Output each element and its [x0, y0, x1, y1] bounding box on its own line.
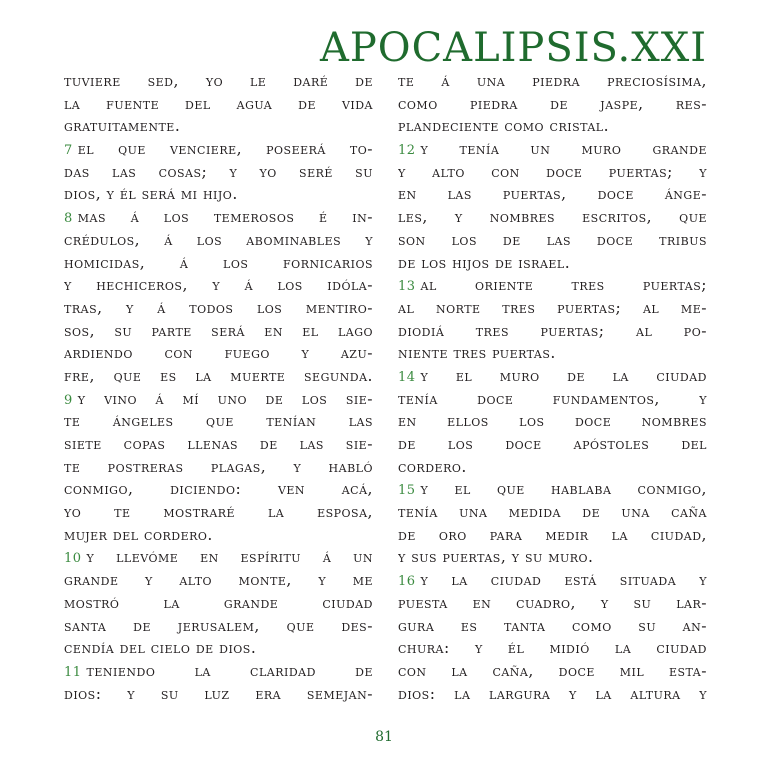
- verse-text: gratuitamente.: [64, 117, 181, 136]
- text-line: [398, 183, 707, 206]
- text-line: [64, 660, 373, 683]
- text-line: [398, 252, 707, 275]
- verse-number: 15: [398, 483, 416, 499]
- running-title: APOCALIPSIS.XXI: [319, 25, 707, 71]
- text-line: [398, 229, 707, 252]
- verse-text: y hechiceros, y á los idóla-: [64, 276, 373, 295]
- verse-text: santa de jerusalem, que des-: [64, 616, 373, 635]
- text-line: [398, 161, 707, 184]
- verse-text: y la ciudad está situada y: [420, 571, 707, 590]
- verse-text: tenía doce fundamentos, y: [398, 389, 707, 408]
- verse-number: 13: [398, 279, 416, 295]
- text-line: [398, 478, 707, 501]
- verse-number: 8: [64, 211, 73, 227]
- verse-text: al norte tres puertas; al me-: [398, 298, 707, 317]
- text-line: [398, 297, 707, 320]
- verse-number: 14: [398, 369, 416, 385]
- text-line: [398, 637, 707, 660]
- text-line: [398, 365, 707, 388]
- verse-text: y el que hablaba conmigo,: [420, 480, 707, 499]
- text-line: [398, 115, 707, 138]
- verse-text: y el muro de la ciudad: [420, 366, 707, 385]
- text-line: [64, 410, 373, 433]
- verse-text: diodiá tres puertas; al po-: [398, 321, 707, 340]
- text-line: [64, 297, 373, 320]
- text-line: [64, 252, 373, 275]
- text-line: [64, 456, 373, 479]
- verse-number: 16: [398, 574, 416, 590]
- text-line: [64, 501, 373, 524]
- text-line: [398, 683, 707, 706]
- text-line: [64, 229, 373, 252]
- text-line: [398, 615, 707, 638]
- verse-text: dios: la largura y la altura y: [398, 684, 707, 703]
- text-line: [398, 70, 707, 93]
- verse-text: conmigo, diciendo: ven acá,: [64, 480, 373, 499]
- verse-text: mas á los temerosos é in-: [77, 208, 373, 227]
- verse-number: 12: [398, 143, 416, 159]
- left-column: [64, 70, 373, 705]
- page-number: 81: [375, 729, 393, 745]
- text-line: [398, 320, 707, 343]
- verse-text: ardiendo con fuego y azu-: [64, 344, 373, 363]
- text-line: [64, 365, 373, 388]
- verse-text: y vino á mí uno de los sie-: [77, 389, 373, 408]
- verse-number: 10: [64, 551, 82, 567]
- verse-text: el que venciere, poseerá to-: [77, 140, 373, 159]
- text-line: [64, 388, 373, 411]
- verse-text: dios: y su luz era semejan-: [64, 684, 373, 703]
- verse-text: al oriente tres puertas;: [420, 276, 707, 295]
- text-line: [398, 274, 707, 297]
- verse-text: mostró la grande ciudad: [64, 593, 373, 612]
- verse-text: cendía del cielo de dios.: [64, 639, 257, 658]
- text-line: [398, 660, 707, 683]
- verse-text: homicidas, á los fornicarios: [64, 253, 373, 272]
- verse-text: como piedra de jaspe, res-: [398, 94, 707, 113]
- verse-text: y sus puertas, y su muro.: [398, 548, 594, 567]
- verse-text: tras, y á todos los mentiro-: [64, 298, 373, 317]
- verse-text: sos, su parte será en el lago: [64, 321, 373, 340]
- text-line: [64, 569, 373, 592]
- verse-text: te á una piedra preciosísima,: [398, 72, 707, 90]
- text-line: [64, 183, 373, 206]
- text-line: [64, 93, 373, 116]
- text-line: [398, 569, 707, 592]
- verse-text: fre, que es la muerte segunda.: [64, 366, 373, 385]
- text-line: [398, 410, 707, 433]
- verse-text: mujer del cordero.: [64, 525, 213, 544]
- text-line: [64, 592, 373, 615]
- text-line: [64, 206, 373, 229]
- right-column: [398, 70, 707, 705]
- verse-number: 7: [64, 143, 73, 159]
- text-line: [64, 478, 373, 501]
- text-line: [398, 524, 707, 547]
- verse-text: cordero.: [398, 457, 467, 476]
- text-line: [64, 138, 373, 161]
- verse-text: gura es tanta como su an-: [398, 616, 707, 635]
- text-line: [64, 433, 373, 456]
- text-line: [64, 70, 373, 93]
- text-line: [64, 524, 373, 547]
- verse-text: siete copas llenas de las sie-: [64, 435, 373, 453]
- text-line: [398, 546, 707, 569]
- text-line: [64, 683, 373, 706]
- verse-text: y llevóme en espíritu á un: [86, 548, 373, 567]
- text-line: [398, 456, 707, 479]
- verse-number: 11: [64, 664, 82, 680]
- verse-text: y tenía un muro grande: [420, 140, 707, 159]
- text-line: [64, 615, 373, 638]
- text-line: [398, 388, 707, 411]
- text-line: [64, 637, 373, 660]
- verse-text: yo te mostraré la esposa,: [64, 503, 373, 522]
- verse-text: con la caña, doce mil esta-: [398, 661, 707, 680]
- text-line: [398, 138, 707, 161]
- text-line: [64, 161, 373, 184]
- verse-text: crédulos, á los abominables y: [64, 230, 373, 249]
- text-line: [64, 274, 373, 297]
- verse-text: tuviere sed, yo le daré de: [64, 72, 373, 90]
- verse-text: niente tres puertas.: [398, 344, 556, 363]
- verse-text: teniendo la claridad de: [86, 661, 373, 680]
- verse-text: das las cosas; y yo seré su: [64, 162, 373, 181]
- text-line: [64, 342, 373, 365]
- verse-text: la fuente del agua de vida: [64, 94, 373, 113]
- verse-text: te postreras plagas, y habló: [64, 457, 373, 476]
- verse-text: plandeciente como cristal.: [398, 117, 610, 136]
- text-line: [398, 93, 707, 116]
- text-line: [64, 546, 373, 569]
- text-line: [398, 342, 707, 365]
- verse-text: te ángeles que tenían las: [64, 412, 373, 431]
- verse-text: dios, y él será mi hijo.: [64, 185, 238, 204]
- verse-text: grande y alto monte, y me: [64, 571, 373, 590]
- verse-text: tenía una medida de una caña: [398, 503, 707, 522]
- verse-text: de los hijos de israel.: [398, 253, 571, 272]
- text-line: [64, 320, 373, 343]
- verse-text: y alto con doce puertas; y: [398, 162, 707, 181]
- text-line: [64, 115, 373, 138]
- text-line: [398, 592, 707, 615]
- text-line: [398, 206, 707, 229]
- verse-text: chura: y él midió la ciudad: [398, 639, 707, 658]
- text-line: [398, 501, 707, 524]
- verse-text: puesta en cuadro, y su lar-: [398, 593, 707, 612]
- verse-text: les, y nombres escritos, que: [398, 208, 707, 227]
- verse-text: son los de las doce tribus: [398, 230, 707, 249]
- verse-text: en ellos los doce nombres: [398, 412, 707, 431]
- verse-text: de oro para medir la ciudad,: [398, 525, 707, 544]
- text-line: [398, 433, 707, 456]
- verse-number: 9: [64, 392, 73, 408]
- verse-text: de los doce apóstoles del: [398, 435, 707, 453]
- verse-text: en las puertas, doce ánge-: [398, 185, 707, 204]
